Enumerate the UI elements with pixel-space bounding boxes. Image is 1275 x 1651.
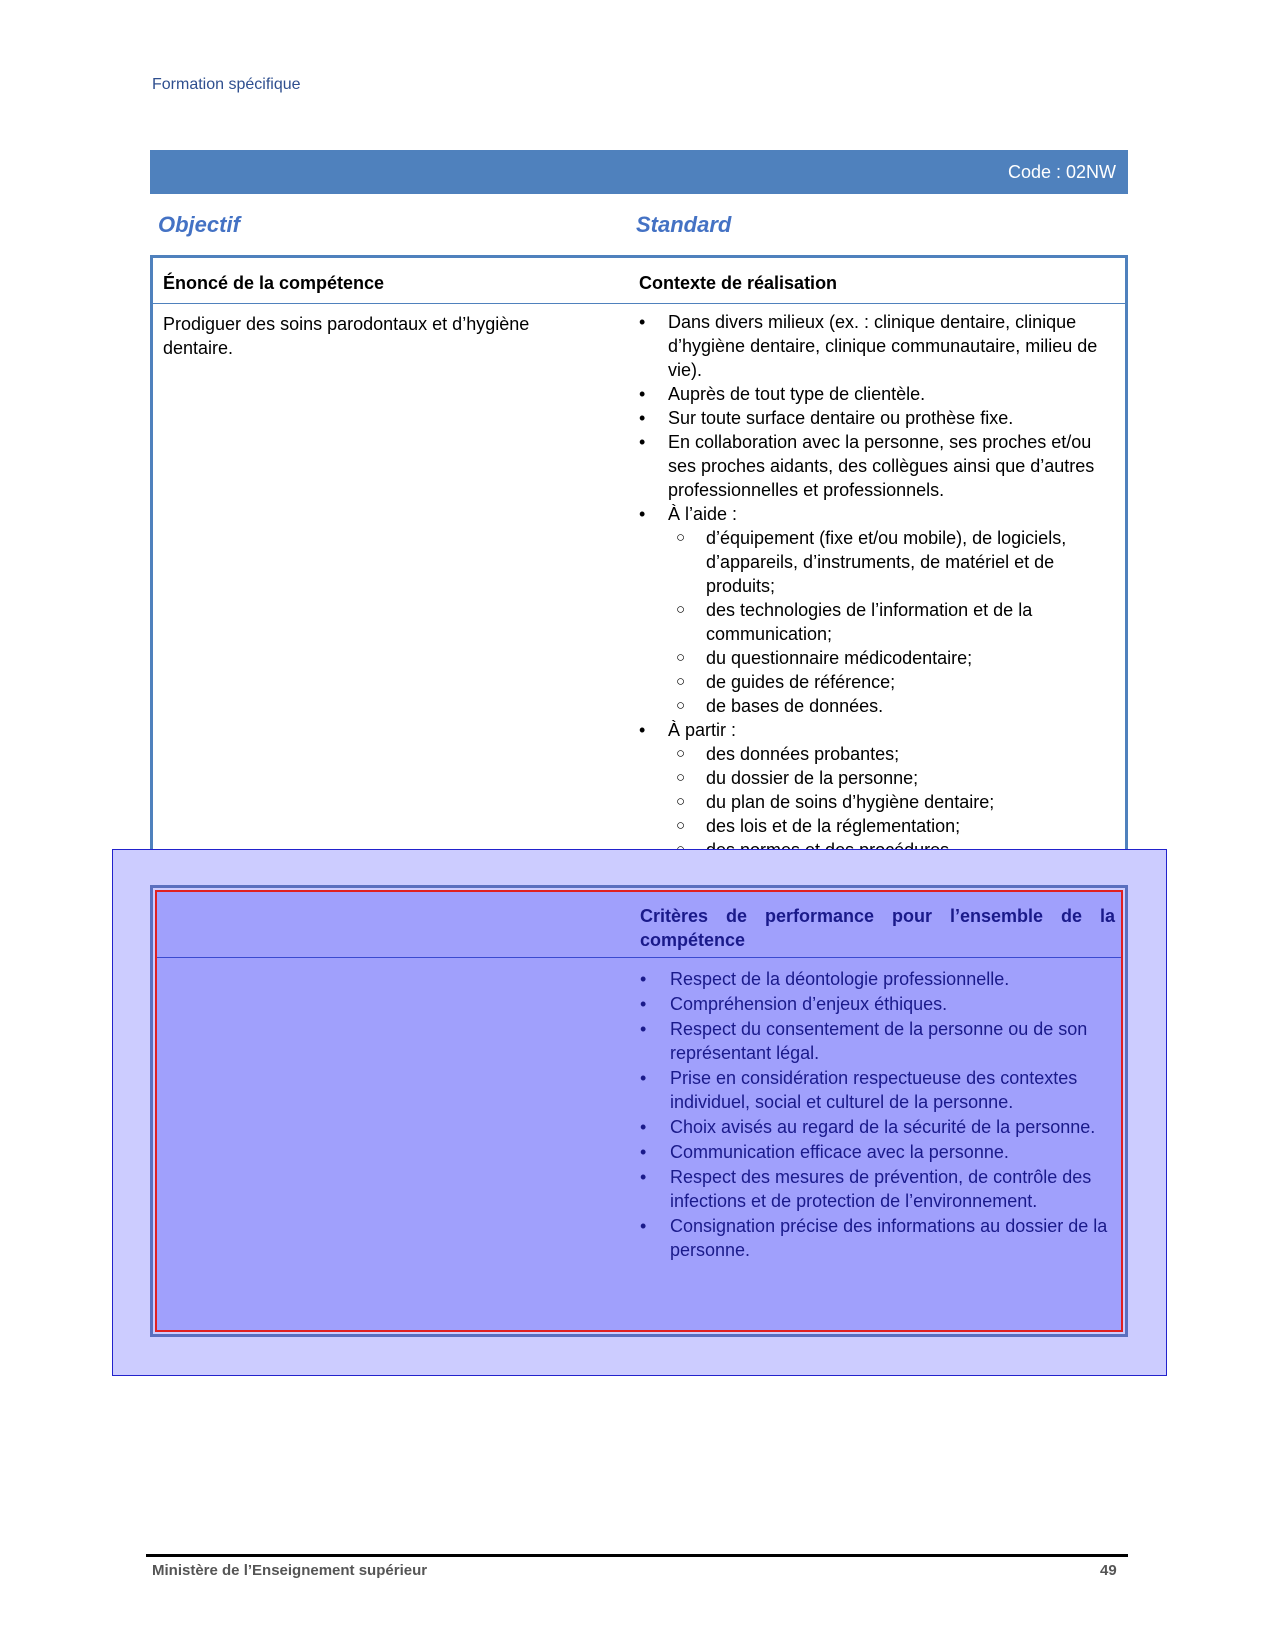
context-subitem: ○ des données probantes; [639, 742, 1114, 766]
context-subitem: ○ du questionnaire médicodentaire; [639, 646, 1114, 670]
context-item [639, 430, 1114, 502]
context-item [639, 502, 1114, 718]
context-item-text: Dans divers milieux (ex. : clinique dentaire, clinique d’hygiène dentaire, clinique communautaire, milieu de vie). [668, 312, 1098, 380]
page-number: 49 [1100, 1562, 1117, 1579]
criteria-item: • Choix avisés au regard de la sécurité de la personne. [640, 1115, 1115, 1139]
criteria-item: • Communication efficace avec la personne. [640, 1140, 1115, 1164]
criteria-list [640, 967, 1115, 1263]
context-subitem: ○ du dossier de la personne; [639, 766, 1114, 790]
footer-rule [146, 1554, 1128, 1557]
competence-statement: Prodiguer des soins parodontaux et d’hygiène dentaire. [163, 314, 530, 358]
program-header: Formation spécifique [152, 76, 301, 93]
criteria-table [150, 885, 1128, 1337]
footer-ministry: Ministère de l’Enseignement supérieur [152, 1562, 428, 1579]
standard-heading: Standard [636, 212, 732, 237]
criteria-item: • Compréhension d’enjeux éthiques. [640, 992, 1115, 1016]
competency-code: Code : 02NW [1007, 161, 1116, 182]
competence-table [150, 255, 1128, 872]
context-item [639, 382, 1114, 406]
enonce-title: Énoncé de la compétence [163, 273, 385, 293]
context-item-text: En collaboration avec la personne, ses proches et/ou ses proches aidants, des collègues ainsi que d’autres professionnelles et professionnels. [668, 432, 1095, 500]
criteria-item: • Prise en considération respectueuse des contextes individuel, social et culturel de la personne. [640, 1066, 1115, 1114]
context-subitem: ○ des technologies de l’information et de la communication; [639, 598, 1114, 646]
code-bar [150, 150, 1128, 194]
context-item-text: À partir : [668, 720, 737, 740]
context-item [639, 406, 1114, 430]
criteria-item: • Respect de la déontologie professionnelle. [640, 967, 1115, 991]
criteria-title: Critères de performance pour l’ensemble de la compétence [640, 906, 1115, 950]
contexte-title: Contexte de réalisation [639, 273, 838, 293]
context-sublist [668, 526, 1114, 718]
criteria-item: • Respect des mesures de prévention, de contrôle des infections et de protection de l’environnement. [640, 1165, 1115, 1213]
objectif-heading: Objectif [158, 212, 240, 237]
context-item-text: Auprès de tout type de clientèle. [668, 384, 926, 404]
context-item [639, 718, 1114, 862]
criteria-item: • Consignation précise des informations au dossier de la personne. [640, 1214, 1115, 1262]
context-item-text: À l’aide : [668, 504, 738, 524]
context-list [639, 310, 1114, 862]
context-subitem: ○ de bases de données. [639, 694, 1114, 718]
criteria-item: • Respect du consentement de la personne ou de son représentant légal. [640, 1017, 1115, 1065]
context-subitem: ○ du plan de soins d’hygiène dentaire; [639, 790, 1114, 814]
context-subitem: ○ des lois et de la réglementation; [639, 814, 1114, 838]
context-list-container [639, 310, 1114, 862]
context-subitem: ○ d’équipement (fixe et/ou mobile), de logiciels, d’appareils, d’instruments, de matériel et de produits; [639, 526, 1114, 598]
context-sublist [668, 742, 1114, 862]
context-item [639, 310, 1114, 382]
criteria-table-header [157, 892, 1121, 958]
competence-table-header [153, 258, 1125, 304]
context-subitem: ○ de guides de référence; [639, 670, 1114, 694]
criteria-table-inner [155, 890, 1123, 1332]
context-item-text: Sur toute surface dentaire ou prothèse fixe. [668, 408, 1014, 428]
